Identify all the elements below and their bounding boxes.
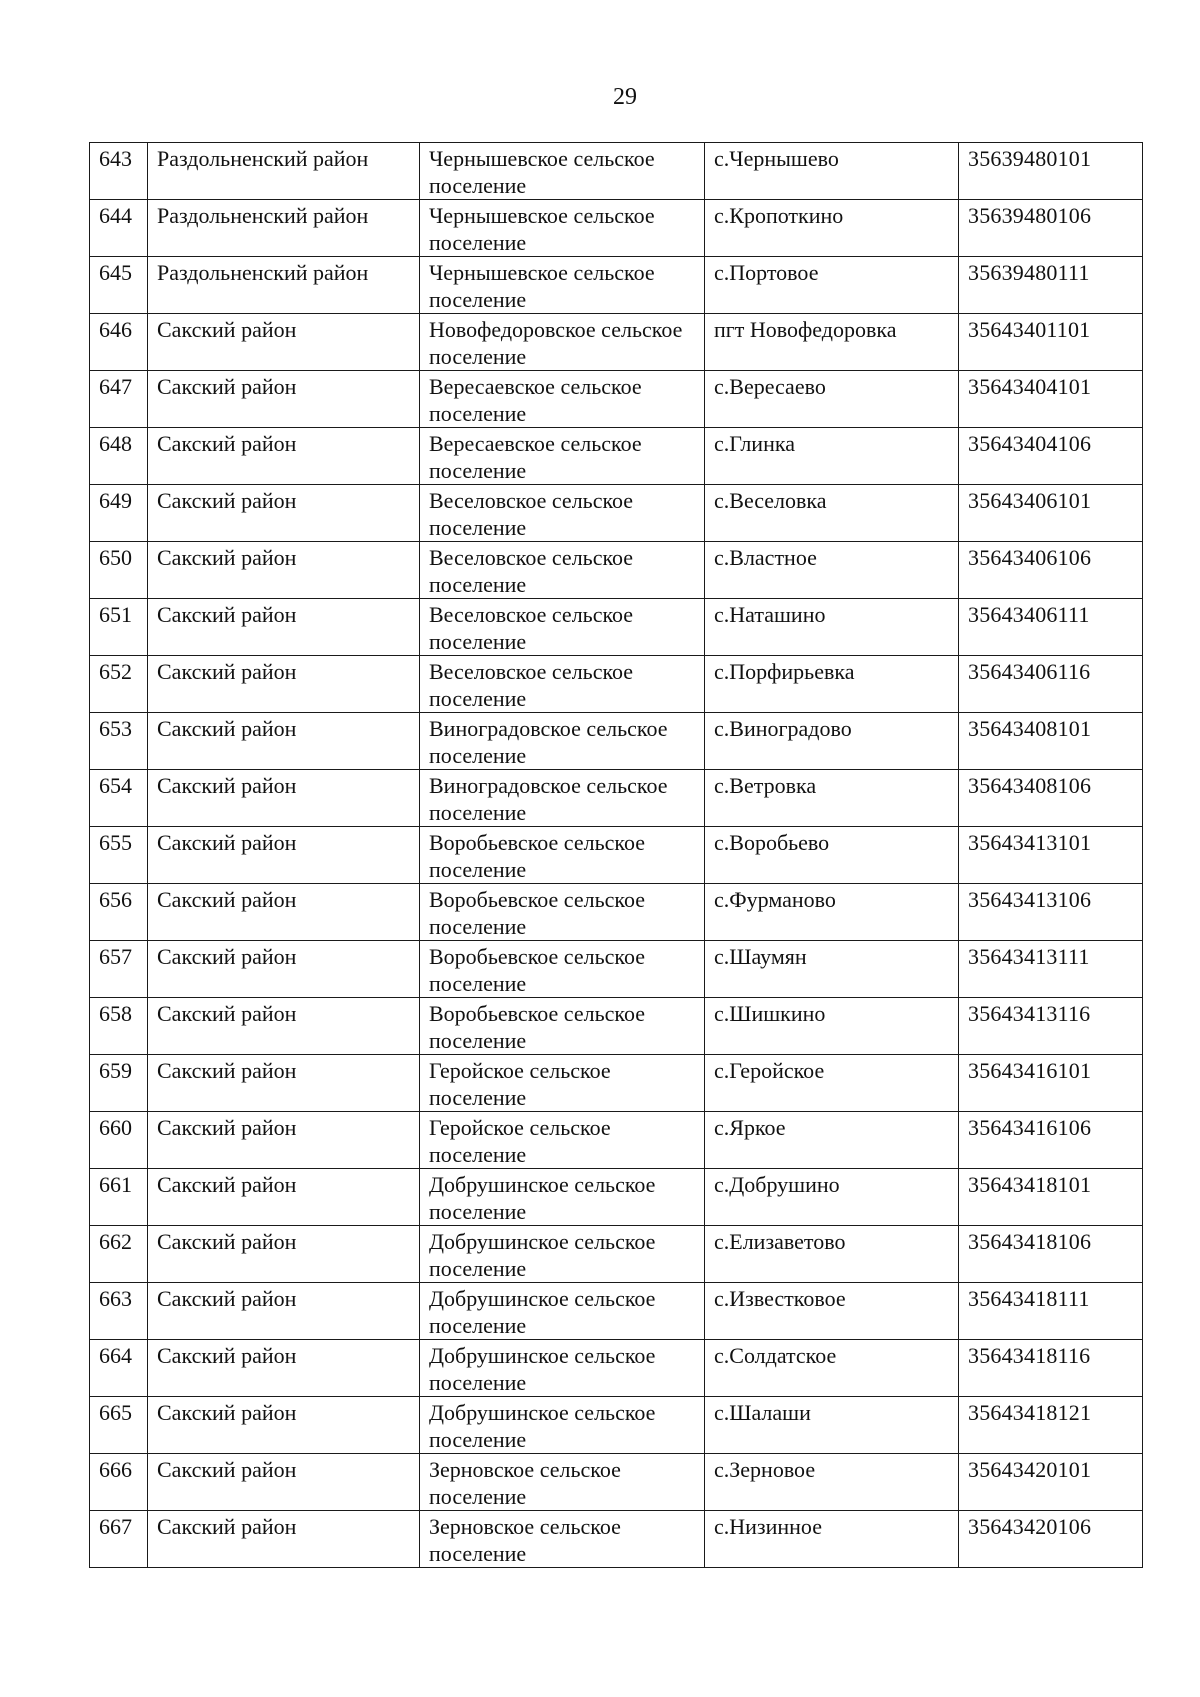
table-row [90,257,1143,314]
locality-cell: с.Геройское [705,1055,959,1112]
settlement-cell: Зерновское сельское поселение [420,1511,705,1568]
oktmo-code-cell: 35643418116 [959,1340,1143,1397]
table-row [90,770,1143,827]
district-cell: Сакский район [148,428,420,485]
oktmo-code-cell: 35643406111 [959,599,1143,656]
oktmo-code-cell: 35643408106 [959,770,1143,827]
oktmo-code-cell: 35639480106 [959,200,1143,257]
settlement-cell: Воробьевское сельское поселение [420,998,705,1055]
page-number: 29 [613,84,637,110]
row-number: 661 [90,1169,148,1226]
table-row [90,1283,1143,1340]
table-row [90,1454,1143,1511]
locality-cell: с.Шишкино [705,998,959,1055]
table-row [90,1112,1143,1169]
locality-cell: с.Известковое [705,1283,959,1340]
locality-cell: с.Яркое [705,1112,959,1169]
locality-cell: с.Глинка [705,428,959,485]
oktmo-code-cell: 35643404101 [959,371,1143,428]
table-row [90,1169,1143,1226]
settlement-cell: Веселовское сельское поселение [420,656,705,713]
oktmo-code-cell: 35643416106 [959,1112,1143,1169]
district-cell: Сакский район [148,1055,420,1112]
locality-cell: с.Ветровка [705,770,959,827]
row-number: 664 [90,1340,148,1397]
oktmo-code-cell: 35639480111 [959,257,1143,314]
district-cell: Сакский район [148,1283,420,1340]
row-number: 645 [90,257,148,314]
table-row [90,1511,1143,1568]
row-number: 656 [90,884,148,941]
district-cell: Сакский район [148,485,420,542]
oktmo-code-cell: 35643413116 [959,998,1143,1055]
settlement-cell: Вересаевское сельское поселение [420,371,705,428]
table-row [90,1340,1143,1397]
district-cell: Сакский район [148,1112,420,1169]
oktmo-code-cell: 35643418101 [959,1169,1143,1226]
settlement-cell: Веселовское сельское поселение [420,599,705,656]
oktmo-code-cell: 35643408101 [959,713,1143,770]
settlements-table [89,142,1143,1568]
table-row [90,542,1143,599]
table-row [90,485,1143,542]
district-cell: Сакский район [148,770,420,827]
district-cell: Раздольненский район [148,257,420,314]
settlement-cell: Добрушинское сельское поселение [420,1397,705,1454]
row-number: 655 [90,827,148,884]
settlement-cell: Виноградовское сельское поселение [420,770,705,827]
row-number: 643 [90,143,148,200]
settlement-cell: Вересаевское сельское поселение [420,428,705,485]
row-number: 648 [90,428,148,485]
row-number: 647 [90,371,148,428]
locality-cell: с.Порфирьевка [705,656,959,713]
row-number: 662 [90,1226,148,1283]
district-cell: Сакский район [148,941,420,998]
table-row [90,143,1143,200]
oktmo-code-cell: 35639480101 [959,143,1143,200]
district-cell: Сакский район [148,1169,420,1226]
table-row [90,827,1143,884]
locality-cell: с.Портовое [705,257,959,314]
row-number: 658 [90,998,148,1055]
table-body [90,143,1143,1568]
locality-cell: с.Воробьево [705,827,959,884]
district-cell: Сакский район [148,656,420,713]
oktmo-code-cell: 35643416101 [959,1055,1143,1112]
district-cell: Сакский район [148,998,420,1055]
oktmo-code-cell: 35643420101 [959,1454,1143,1511]
oktmo-code-cell: 35643406116 [959,656,1143,713]
locality-cell: с.Фурманово [705,884,959,941]
locality-cell: с.Кропоткино [705,200,959,257]
oktmo-code-cell: 35643418106 [959,1226,1143,1283]
settlement-cell: Чернышевское сельское поселение [420,200,705,257]
district-cell: Сакский район [148,1511,420,1568]
district-cell: Сакский район [148,713,420,770]
district-cell: Сакский район [148,827,420,884]
row-number: 644 [90,200,148,257]
oktmo-code-cell: 35643406106 [959,542,1143,599]
oktmo-code-cell: 35643413101 [959,827,1143,884]
settlement-cell: Чернышевское сельское поселение [420,257,705,314]
oktmo-code-cell: 35643406101 [959,485,1143,542]
table-row [90,656,1143,713]
oktmo-code-cell: 35643413106 [959,884,1143,941]
row-number: 646 [90,314,148,371]
row-number: 657 [90,941,148,998]
locality-cell: с.Низинное [705,1511,959,1568]
locality-cell: с.Виноградово [705,713,959,770]
table-row [90,713,1143,770]
district-cell: Сакский район [148,1226,420,1283]
district-cell: Сакский район [148,1397,420,1454]
district-cell: Сакский район [148,542,420,599]
row-number: 649 [90,485,148,542]
table-row [90,314,1143,371]
oktmo-code-cell: 35643413111 [959,941,1143,998]
oktmo-code-cell: 35643420106 [959,1511,1143,1568]
district-cell: Сакский район [148,884,420,941]
locality-cell: с.Чернышево [705,143,959,200]
district-cell: Сакский район [148,371,420,428]
district-cell: Сакский район [148,599,420,656]
settlement-cell: Виноградовское сельское поселение [420,713,705,770]
table-row [90,200,1143,257]
settlement-cell: Добрушинское сельское поселение [420,1226,705,1283]
district-cell: Раздольненский район [148,143,420,200]
locality-cell: с.Вересаево [705,371,959,428]
table-row [90,941,1143,998]
settlement-cell: Воробьевское сельское поселение [420,941,705,998]
district-cell: Раздольненский район [148,200,420,257]
table-row [90,1226,1143,1283]
locality-cell: с.Добрушино [705,1169,959,1226]
settlement-cell: Зерновское сельское поселение [420,1454,705,1511]
locality-cell: пгт Новофедоровка [705,314,959,371]
settlement-cell: Чернышевское сельское поселение [420,143,705,200]
table-row [90,1397,1143,1454]
settlement-cell: Добрушинское сельское поселение [420,1340,705,1397]
settlement-cell: Веселовское сельское поселение [420,485,705,542]
settlement-cell: Добрушинское сельское поселение [420,1169,705,1226]
locality-cell: с.Наташино [705,599,959,656]
locality-cell: с.Зерновое [705,1454,959,1511]
oktmo-code-cell: 35643401101 [959,314,1143,371]
settlement-cell: Воробьевское сельское поселение [420,884,705,941]
oktmo-code-cell: 35643404106 [959,428,1143,485]
locality-cell: с.Веселовка [705,485,959,542]
settlement-cell: Геройское сельское поселение [420,1055,705,1112]
table-row [90,371,1143,428]
row-number: 665 [90,1397,148,1454]
locality-cell: с.Елизаветово [705,1226,959,1283]
row-number: 651 [90,599,148,656]
table-row [90,1055,1143,1112]
row-number: 650 [90,542,148,599]
settlement-cell: Воробьевское сельское поселение [420,827,705,884]
locality-cell: с.Шалаши [705,1397,959,1454]
row-number: 652 [90,656,148,713]
row-number: 654 [90,770,148,827]
locality-cell: с.Солдатское [705,1340,959,1397]
district-cell: Сакский район [148,1454,420,1511]
settlement-cell: Новофедоровское сельское поселение [420,314,705,371]
table-row [90,998,1143,1055]
row-number: 653 [90,713,148,770]
oktmo-code-cell: 35643418111 [959,1283,1143,1340]
locality-cell: с.Властное [705,542,959,599]
locality-cell: с.Шаумян [705,941,959,998]
row-number: 666 [90,1454,148,1511]
settlement-cell: Добрушинское сельское поселение [420,1283,705,1340]
table-row [90,428,1143,485]
table-row [90,599,1143,656]
district-cell: Сакский район [148,314,420,371]
oktmo-code-cell: 35643418121 [959,1397,1143,1454]
row-number: 667 [90,1511,148,1568]
settlement-cell: Геройское сельское поселение [420,1112,705,1169]
row-number: 660 [90,1112,148,1169]
table-row [90,884,1143,941]
district-cell: Сакский район [148,1340,420,1397]
row-number: 663 [90,1283,148,1340]
settlement-cell: Веселовское сельское поселение [420,542,705,599]
row-number: 659 [90,1055,148,1112]
